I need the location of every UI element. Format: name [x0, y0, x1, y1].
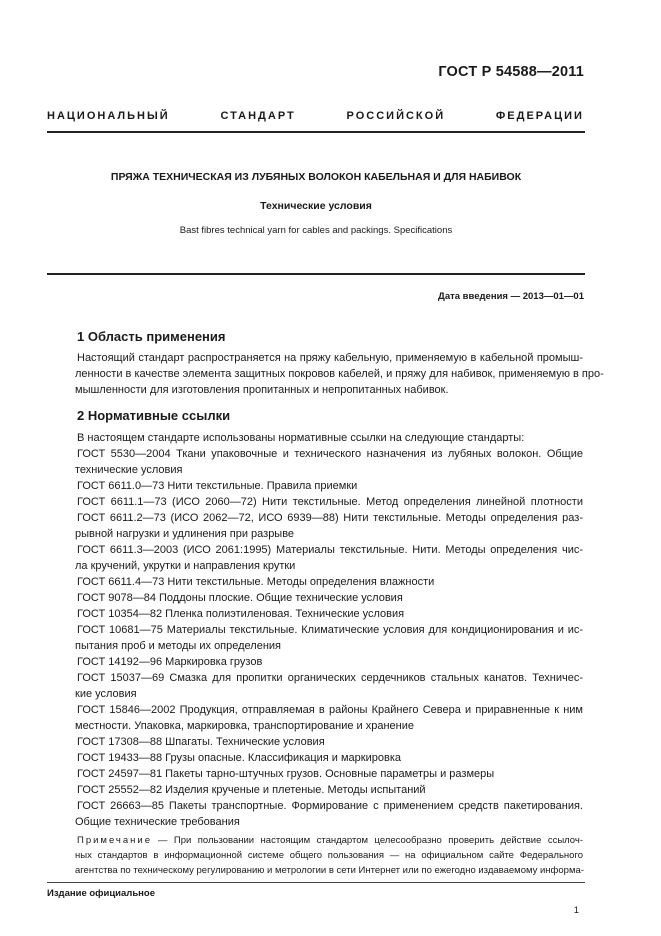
reference-line: кие условия	[75, 688, 137, 700]
document-title: ПРЯЖА ТЕХНИЧЕСКАЯ ИЗ ЛУБЯНЫХ ВОЛОКОН КАБЕЛЬНАЯ И ДЛЯ НАБИВОК	[110, 171, 522, 183]
reference-line: технические условия	[75, 464, 183, 476]
banner-word: ФЕДЕРАЦИИ	[495, 110, 584, 122]
english-title: Bast fibres technical yarn for cables and packings. Specifications	[179, 225, 453, 236]
note-line	[77, 833, 583, 848]
section-2-heading: 2 Нормативные ссылки	[77, 408, 231, 423]
reference-line: ГОСТ 10681—75 Материалы текстильные. Климатические условия для кондиционирования и ис-	[77, 624, 583, 636]
reference-line: ГОСТ 6611.1—73 (ИСО 2060—72) Нити текстильные. Метод определения линейной плотности	[77, 496, 583, 508]
reference-line: ГОСТ 6611.4—73 Нити текстильные. Методы определения влажности	[77, 576, 435, 588]
paragraph-line: мышленности для изготовления пропитанных и непропитанных набивок.	[75, 384, 449, 396]
reference-line: ГОСТ 9078—84 Поддоны плоские. Общие технические условия	[77, 592, 403, 604]
title-divider	[47, 273, 585, 275]
reference-line: ла кручений, укрутки и направления крутки	[75, 560, 296, 572]
banner-word: НАЦИОНАЛЬНЫЙ	[47, 110, 170, 122]
banner-divider	[47, 131, 585, 133]
reference-line: ГОСТ 15846—2002 Продукция, отправляемая в районы Крайнего Севера и приравненные к ним	[77, 704, 583, 716]
reference-line: пытания проб и методы их определения	[75, 640, 282, 652]
reference-line: ГОСТ 5530—2004 Ткани упаковочные и технического назначения из лубяных волокон. Общие	[77, 448, 583, 460]
note-text: — При пользовании настоящим стандартом целесообразно проверить действие ссылоч-	[158, 835, 583, 846]
reference-line: рывной нагрузки и удлинения при разрыве	[75, 528, 295, 540]
paragraph-line: В настоящем стандарте использованы нормативные ссылки на следующие стандарты:	[77, 432, 525, 444]
official-edition-label: Издание официальное	[47, 888, 155, 899]
note-line: агентства по техническому регулированию и метрологии в сети Интернет или по ежегодно издаваемому информа-	[75, 865, 584, 876]
reference-line: ГОСТ 14192—96 Маркировка грузов	[77, 656, 263, 668]
reference-line: ГОСТ 6611.3—2003 (ИСО 2061:1995) Материалы текстильные. Нити. Методы определения чис-	[77, 544, 583, 556]
national-standard-banner	[47, 110, 584, 122]
reference-line: ГОСТ 24597—81 Пакеты тарно-штучных грузов. Основные параметры и размеры	[77, 768, 495, 780]
reference-line: ГОСТ 6611.0—73 Нити текстильные. Правила приемки	[77, 480, 358, 492]
banner-word: СТАНДАРТ	[220, 110, 296, 122]
page-number: 1	[573, 905, 579, 916]
reference-line: ГОСТ 6611.2—73 (ИСО 2062—72, ИСО 6939—88) Нити текстильные. Методы определения раз-	[77, 512, 583, 524]
note-label: Примечание	[77, 835, 152, 846]
paragraph-line: Настоящий стандарт распространяется на пряжу кабельную, применяемую в кабельной промыш-	[77, 352, 583, 364]
section-1-heading: 1 Область применения	[77, 329, 226, 344]
banner-word: РОССИЙСКОЙ	[346, 110, 446, 122]
reference-line: местности. Упаковка, маркировка, транспортирование и хранение	[75, 720, 414, 732]
document-subtitle: Технические условия	[260, 200, 372, 212]
reference-line: ГОСТ 19433—88 Грузы опасные. Классификация и маркировка	[77, 752, 401, 764]
reference-line: ГОСТ 26663—85 Пакеты транспортные. Формирование с применением средств пакетирования.	[77, 800, 583, 812]
introduction-date: Дата введения — 2013—01—01	[438, 291, 584, 302]
paragraph-line: ленности в качестве элемента защитных покровов кабелей, и пряжу для набивок, применяемую в про-	[75, 368, 604, 380]
reference-line: ГОСТ 10354—82 Пленка полиэтиленовая. Технические условия	[77, 608, 405, 620]
document-code: ГОСТ Р 54588—2011	[438, 64, 584, 80]
footer-divider	[47, 882, 585, 883]
reference-line: Общие технические требования	[75, 816, 240, 828]
reference-line: ГОСТ 25552—82 Изделия крученые и плетеные. Методы испытаний	[77, 784, 426, 796]
note-line: ных стандартов в информационной системе общего пользования — на официальном сайте Федерального	[75, 850, 583, 861]
reference-line: ГОСТ 15037—69 Смазка для пропитки органических сердечников стальных канатов. Техничес-	[77, 672, 583, 684]
reference-line: ГОСТ 17308—88 Шпагаты. Технические условия	[77, 736, 325, 748]
